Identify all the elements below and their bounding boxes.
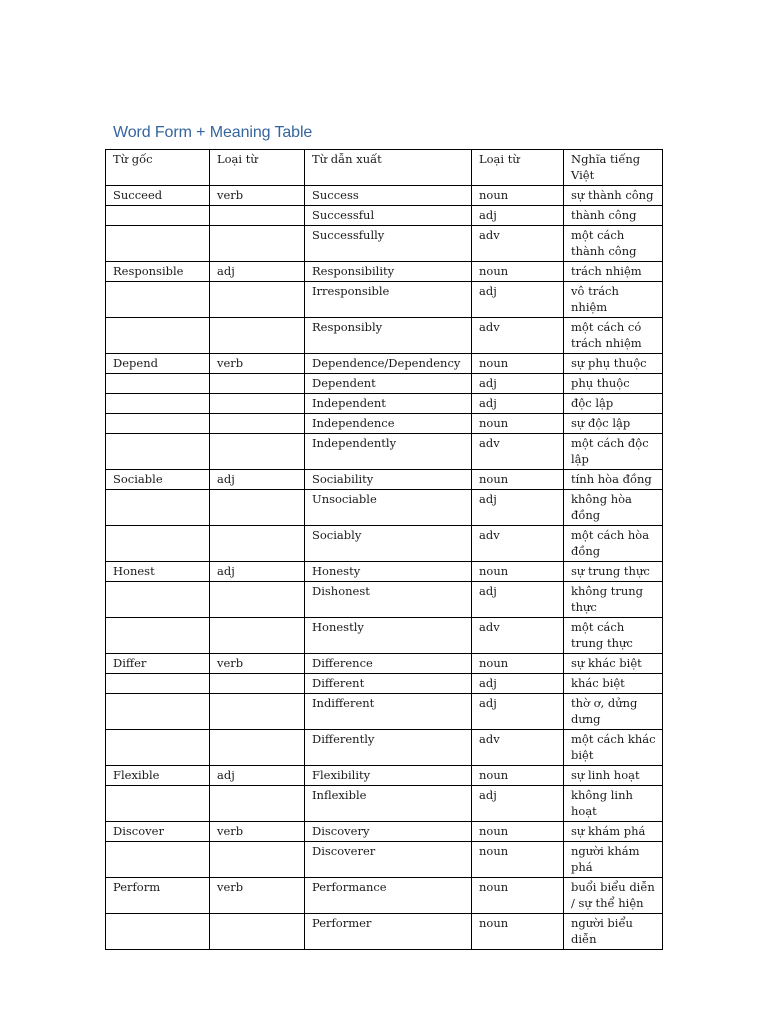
table-row <box>106 226 663 262</box>
root-word-cell <box>106 694 210 730</box>
derived-word-cell: Honestly <box>305 618 472 654</box>
derived-type-cell: noun <box>472 766 564 786</box>
table-row <box>106 694 663 730</box>
root-type-cell <box>210 394 305 414</box>
meaning-cell: sự linh hoạt <box>564 766 663 786</box>
meaning-cell: không hòa đồng <box>564 490 663 526</box>
table-row <box>106 262 663 282</box>
derived-type-cell: noun <box>472 186 564 206</box>
table-row <box>106 414 663 434</box>
root-type-cell: verb <box>210 878 305 914</box>
table-row <box>106 730 663 766</box>
meaning-cell: sự trung thực <box>564 562 663 582</box>
root-type-cell <box>210 674 305 694</box>
root-type-cell <box>210 206 305 226</box>
meaning-cell: tính hòa đồng <box>564 470 663 490</box>
table-header-row <box>106 150 663 186</box>
derived-type-cell: noun <box>472 914 564 950</box>
meaning-cell: buổi biểu diễn / sự thể hiện <box>564 878 663 914</box>
root-word-cell: Discover <box>106 822 210 842</box>
root-type-cell: verb <box>210 822 305 842</box>
derived-word-cell: Inflexible <box>305 786 472 822</box>
root-type-cell <box>210 414 305 434</box>
table-row <box>106 562 663 582</box>
derived-type-cell: noun <box>472 654 564 674</box>
table-row <box>106 186 663 206</box>
root-word-cell <box>106 394 210 414</box>
table-row <box>106 526 663 562</box>
word-form-table <box>105 149 663 950</box>
table-row <box>106 878 663 914</box>
derived-word-cell: Responsibly <box>305 318 472 354</box>
meaning-cell: phụ thuộc <box>564 374 663 394</box>
root-type-cell: verb <box>210 354 305 374</box>
derived-word-cell: Successful <box>305 206 472 226</box>
root-type-cell <box>210 226 305 262</box>
table-row <box>106 582 663 618</box>
table-row <box>106 914 663 950</box>
root-word-cell <box>106 786 210 822</box>
root-word-cell <box>106 206 210 226</box>
meaning-cell: một cách thành công <box>564 226 663 262</box>
table-row <box>106 822 663 842</box>
table-row <box>106 282 663 318</box>
derived-word-cell: Indifferent <box>305 694 472 730</box>
derived-type-cell: adv <box>472 318 564 354</box>
root-type-cell <box>210 318 305 354</box>
meaning-cell: trách nhiệm <box>564 262 663 282</box>
meaning-cell: người khám phá <box>564 842 663 878</box>
root-word-cell: Succeed <box>106 186 210 206</box>
meaning-cell: một cách hòa đồng <box>564 526 663 562</box>
table-row <box>106 434 663 470</box>
root-word-cell: Sociable <box>106 470 210 490</box>
root-word-cell <box>106 842 210 878</box>
derived-type-cell: adv <box>472 226 564 262</box>
root-word-cell <box>106 674 210 694</box>
meaning-cell: người biểu diễn <box>564 914 663 950</box>
root-type-cell <box>210 434 305 470</box>
root-word-cell <box>106 914 210 950</box>
derived-type-cell: adv <box>472 730 564 766</box>
table-row <box>106 654 663 674</box>
header-meaning: Nghĩa tiếng Việt <box>564 150 663 186</box>
derived-type-cell: adj <box>472 786 564 822</box>
derived-type-cell: adj <box>472 490 564 526</box>
table-row <box>106 354 663 374</box>
table-row <box>106 618 663 654</box>
derived-word-cell: Independent <box>305 394 472 414</box>
root-word-cell <box>106 374 210 394</box>
derived-word-cell: Unsociable <box>305 490 472 526</box>
derived-type-cell: adv <box>472 618 564 654</box>
root-word-cell <box>106 526 210 562</box>
derived-word-cell: Difference <box>305 654 472 674</box>
meaning-cell: sự độc lập <box>564 414 663 434</box>
root-type-cell: adj <box>210 262 305 282</box>
root-type-cell: adj <box>210 562 305 582</box>
derived-type-cell: noun <box>472 354 564 374</box>
derived-type-cell: noun <box>472 470 564 490</box>
meaning-cell: sự khác biệt <box>564 654 663 674</box>
derived-word-cell: Success <box>305 186 472 206</box>
table-row <box>106 766 663 786</box>
meaning-cell: sự khám phá <box>564 822 663 842</box>
table-row <box>106 318 663 354</box>
derived-word-cell: Discovery <box>305 822 472 842</box>
meaning-cell: sự thành công <box>564 186 663 206</box>
meaning-cell: thành công <box>564 206 663 226</box>
derived-word-cell: Dependent <box>305 374 472 394</box>
table-row <box>106 490 663 526</box>
meaning-cell: một cách độc lập <box>564 434 663 470</box>
root-word-cell <box>106 434 210 470</box>
root-type-cell <box>210 582 305 618</box>
meaning-cell: sự phụ thuộc <box>564 354 663 374</box>
derived-word-cell: Independently <box>305 434 472 470</box>
derived-word-cell: Independence <box>305 414 472 434</box>
root-type-cell <box>210 490 305 526</box>
derived-type-cell: adj <box>472 674 564 694</box>
derived-word-cell: Dependence/Dependency <box>305 354 472 374</box>
root-word-cell: Responsible <box>106 262 210 282</box>
table-row <box>106 842 663 878</box>
meaning-cell: một cách có trách nhiệm <box>564 318 663 354</box>
root-type-cell <box>210 914 305 950</box>
derived-word-cell: Responsibility <box>305 262 472 282</box>
derived-word-cell: Different <box>305 674 472 694</box>
root-type-cell <box>210 786 305 822</box>
table-row <box>106 786 663 822</box>
meaning-cell: vô trách nhiệm <box>564 282 663 318</box>
derived-type-cell: noun <box>472 262 564 282</box>
meaning-cell: thờ ơ, dửng dưng <box>564 694 663 730</box>
root-type-cell: adj <box>210 470 305 490</box>
table-row <box>106 674 663 694</box>
meaning-cell: một cách trung thực <box>564 618 663 654</box>
derived-word-cell: Performer <box>305 914 472 950</box>
header-root-word: Từ gốc <box>106 150 210 186</box>
derived-type-cell: noun <box>472 842 564 878</box>
root-word-cell <box>106 414 210 434</box>
derived-word-cell: Flexibility <box>305 766 472 786</box>
derived-word-cell: Differently <box>305 730 472 766</box>
derived-word-cell: Irresponsible <box>305 282 472 318</box>
meaning-cell: độc lập <box>564 394 663 414</box>
derived-type-cell: adv <box>472 434 564 470</box>
table-row <box>106 394 663 414</box>
derived-type-cell: noun <box>472 414 564 434</box>
root-type-cell <box>210 842 305 878</box>
table-row <box>106 374 663 394</box>
root-word-cell <box>106 318 210 354</box>
derived-word-cell: Sociability <box>305 470 472 490</box>
derived-word-cell: Performance <box>305 878 472 914</box>
root-type-cell: verb <box>210 186 305 206</box>
root-word-cell <box>106 582 210 618</box>
derived-type-cell: adj <box>472 694 564 730</box>
meaning-cell: khác biệt <box>564 674 663 694</box>
root-word-cell <box>106 618 210 654</box>
derived-type-cell: adj <box>472 374 564 394</box>
derived-word-cell: Dishonest <box>305 582 472 618</box>
root-word-cell: Honest <box>106 562 210 582</box>
derived-word-cell: Sociably <box>305 526 472 562</box>
root-word-cell <box>106 282 210 318</box>
derived-word-cell: Discoverer <box>305 842 472 878</box>
root-type-cell <box>210 730 305 766</box>
derived-type-cell: adj <box>472 282 564 318</box>
root-type-cell <box>210 618 305 654</box>
derived-type-cell: adj <box>472 394 564 414</box>
header-root-type: Loại từ <box>210 150 305 186</box>
meaning-cell: không linh hoạt <box>564 786 663 822</box>
root-type-cell <box>210 694 305 730</box>
header-derived-word: Từ dẫn xuất <box>305 150 472 186</box>
root-type-cell <box>210 374 305 394</box>
meaning-cell: không trung thực <box>564 582 663 618</box>
derived-word-cell: Honesty <box>305 562 472 582</box>
table-row <box>106 470 663 490</box>
root-word-cell <box>106 490 210 526</box>
document-title: Word Form + Meaning Table <box>113 124 313 141</box>
root-type-cell <box>210 282 305 318</box>
root-word-cell <box>106 730 210 766</box>
root-type-cell: adj <box>210 766 305 786</box>
meaning-cell: một cách khác biệt <box>564 730 663 766</box>
root-word-cell: Depend <box>106 354 210 374</box>
table-row <box>106 206 663 226</box>
root-type-cell: verb <box>210 654 305 674</box>
derived-type-cell: noun <box>472 822 564 842</box>
root-word-cell <box>106 226 210 262</box>
root-word-cell: Differ <box>106 654 210 674</box>
root-word-cell: Perform <box>106 878 210 914</box>
header-derived-type: Loại từ <box>472 150 564 186</box>
root-type-cell <box>210 526 305 562</box>
derived-type-cell: adv <box>472 526 564 562</box>
root-word-cell: Flexible <box>106 766 210 786</box>
derived-type-cell: noun <box>472 562 564 582</box>
derived-type-cell: adj <box>472 206 564 226</box>
derived-word-cell: Successfully <box>305 226 472 262</box>
derived-type-cell: adj <box>472 582 564 618</box>
derived-type-cell: noun <box>472 878 564 914</box>
